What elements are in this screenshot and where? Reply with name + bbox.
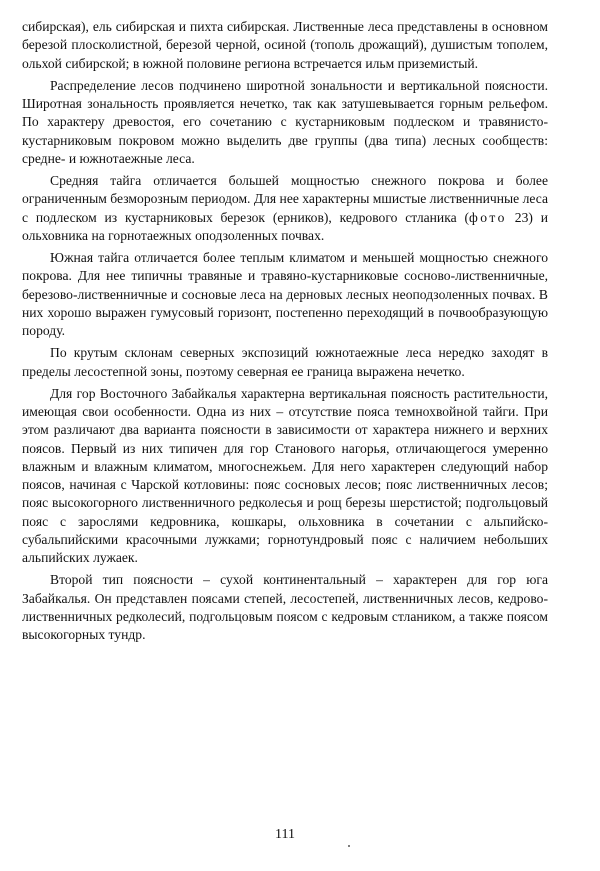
paragraph-steep-slopes: По крутым склонам северных экспозиций южнотаежные леса нередко заходят в пределы лесостепной зоны, поэтому северная ее граница выражена нечетко. (22, 345, 548, 379)
middle-taiga-text-before: Средняя тайга отличается большей мощностью снежного покрова и более ограниченным безморозным периодом. Для нее характерны мшистые лиственничные леса с подлеском из кустарниковых березок (ерников), кедрового стланика ( (22, 173, 548, 225)
paragraph-southern-taiga: Южная тайга отличается более теплым климатом и меньшей мощностью снежного покрова. Для нее типичны травяные и травяно-кустарниковые сосново-лиственничные, березово-лиственничные и сосновые леса на дерновых лесных неоподзоленных почвах. В них хорошо выражен гумусовый горизонт, постепенно переходящий в почвообразующую породу. (22, 250, 548, 338)
book-page (22, 18, 548, 853)
photo-word: фото (468, 209, 507, 225)
photo-number: 23 (506, 209, 529, 225)
paragraph-tree-species: сибирская), ель сибирская и пихта сибирская. Лиственные леса представлены в основном березой плосколистной, березой черной, осиной (тополь дрожащий), душистым тополем, ольхой сибирской; в южной половине региона встречается ильм приземистый. (22, 19, 548, 71)
paragraph-second-type: Второй тип поясности – сухой континентальный – характерен для гор юга Забайкалья. Он представлен поясами степей, лесостепей, лиственничных лесов, кедрово-лиственничных редколесий, подгольцовым поясом с кедровым стлаником, а также поясом высокогорных тундр. (22, 572, 548, 642)
page-number: 111 (275, 827, 295, 842)
middle-taiga-text-after: ) и ольховника на горнотаежных оподзоленных почвах. (22, 209, 548, 243)
paragraph-forest-distribution: Распределение лесов подчинено широтной зональности и вертикальной поясности. Широтная зональность проявляется нечетко, так как затушевывается горным рельефом. По характеру древостоя, его сочетанию с кустарниковым подлеском и травянисто-кустарниковым покровом можно выделить две группы (два типа) лесных сообществ: средне- и южнотаежные леса. (22, 77, 548, 166)
paragraph-middle-taiga (22, 172, 548, 245)
paragraph-vertical-zonation: Для гор Восточного Забайкалья характерна вертикальная поясность растительности, имеющая свои особенности. Одна из них – отсутствие пояса темнохвойной тайги. При этом различают два варианта поясности в зависимости от характера нижнего и верхних поясов. Первый из них типичен для гор Станового нагорья, отличающегося умеренно влажным и влажным климатом, многоснежьем. Для него характерен следующий набор поясов, начиная с Чарской котловины: пояс сосновых лесов; пояс лиственничных лесов; пояс высокогорного лиственничного редколесья и рощ березы шерстистой; подгольцовый пояс с зарослями кедровника, кошкары, ольховника в сочетании с альпийско-субальпийскими красочными лужками; горнотундровый пояс с наличием небольших альпийских лужаек. (22, 385, 548, 565)
scan-speck (348, 845, 350, 847)
